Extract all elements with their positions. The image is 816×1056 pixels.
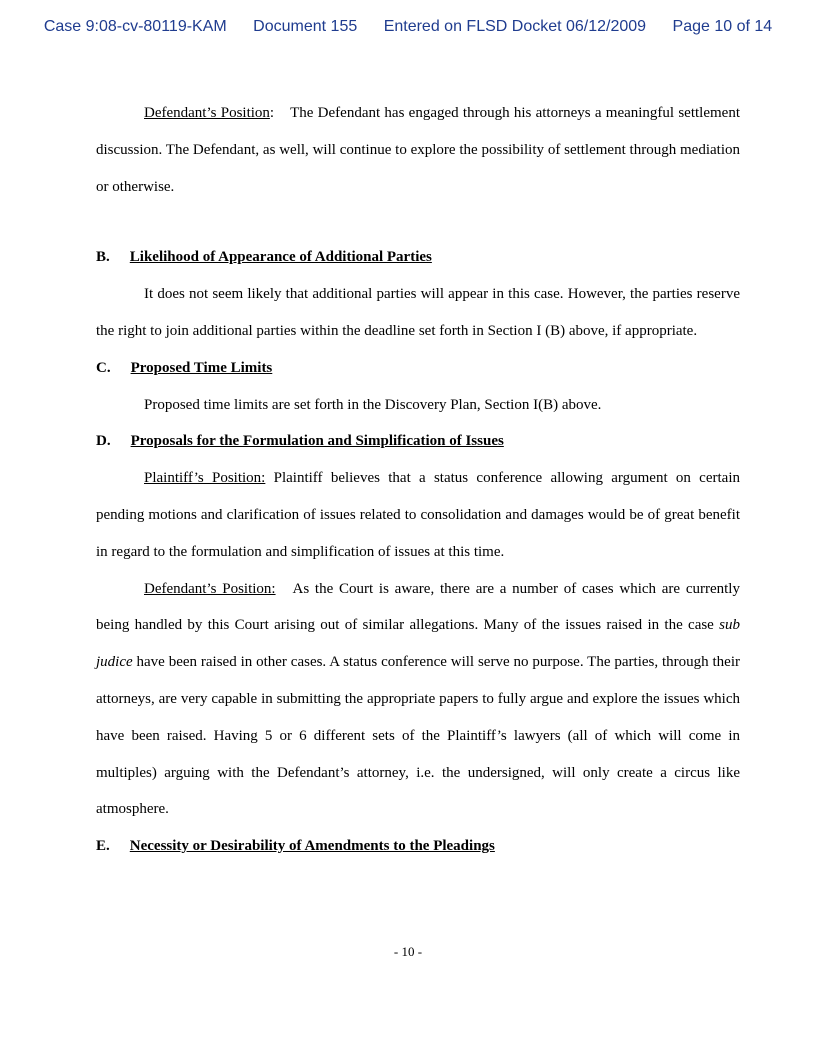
section-b-heading [96, 239, 740, 276]
case-number: Case 9:08-cv-80119-KAM [43, 18, 227, 35]
plaintiff-position-paragraph [96, 460, 740, 570]
section-e-letter: E. [96, 838, 110, 855]
defendant-position-colon: : [269, 105, 275, 121]
document-body [96, 95, 740, 865]
section-c-letter: C. [96, 359, 111, 376]
section-d-title: Proposals for the Formulation and Simplification of Issues [130, 433, 504, 450]
document-number: Document 155 [253, 18, 358, 35]
section-b-letter: B. [96, 249, 110, 266]
footer-page-number: - 10 - [393, 944, 423, 959]
section-e-title: Necessity or Desirability of Amendments to the Pleadings [129, 838, 495, 855]
section-c-paragraph: Proposed time limits are set forth in the Discovery Plan, Section I(B) above. [144, 396, 602, 413]
defendant-position-label: Defendant’s Position [144, 105, 270, 121]
section-d-heading [96, 423, 740, 460]
plaintiff-position-text: Plaintiff believes that a status conference allowing argument on certain pending motions and clarification of issues related to consolidation and damages would be of great benefit in regard to the formulation and simplification of issues at this time. [96, 470, 740, 560]
defendant-position-text: The Defendant has engaged through his attorneys a meaningful settlement discussion. The Defendant, as well, will continue to explore the possibility of settlement through mediation or otherwise. [96, 105, 740, 195]
docket-entry-date: Entered on FLSD Docket 06/12/2009 [383, 18, 647, 35]
defendant-position-d-label: Defendant’s Position: [144, 580, 276, 597]
defendant-position-d-paragraph [96, 571, 740, 829]
section-b-title: Likelihood of Appearance of Additional Parties [129, 249, 432, 266]
section-c-heading [96, 350, 740, 387]
section-e-heading [96, 828, 740, 865]
defendant-position-d-text-1: As the Court is aware, there are a number of cases which are currently being handled by this Court arising out of similar allegations. Many of the issues raised in the case [96, 580, 740, 634]
page-footer [0, 944, 816, 960]
defendant-position-d-text-2: have been raised in other cases. A status conference will serve no purpose. The parties, through their attorneys, are very capable in submitting the appropriate papers to fully argue and explore the issues which have been raised. Having 5 or 6 different sets of the Plaintiff’s lawyers (all of which will come in multiples) arguing with the Defendant’s attorney, i.e. the undersigned, will only create a circus like atmosphere. [96, 654, 740, 818]
defendant-position-paragraph [96, 95, 740, 205]
section-d-letter: D. [96, 433, 111, 450]
plaintiff-position-label: Plaintiff’s Position: [144, 470, 266, 487]
section-b-paragraph: It does not seem likely that additional parties will appear in this case. However, the parties reserve the right to join additional parties within the deadline set forth in Section I (B) above, if appropriate. [96, 286, 740, 339]
page-indicator: Page 10 of 14 [672, 18, 773, 35]
section-c-title: Proposed Time Limits [130, 359, 273, 376]
docket-header [0, 18, 816, 36]
sub-judice-term: sub judice [96, 617, 740, 671]
